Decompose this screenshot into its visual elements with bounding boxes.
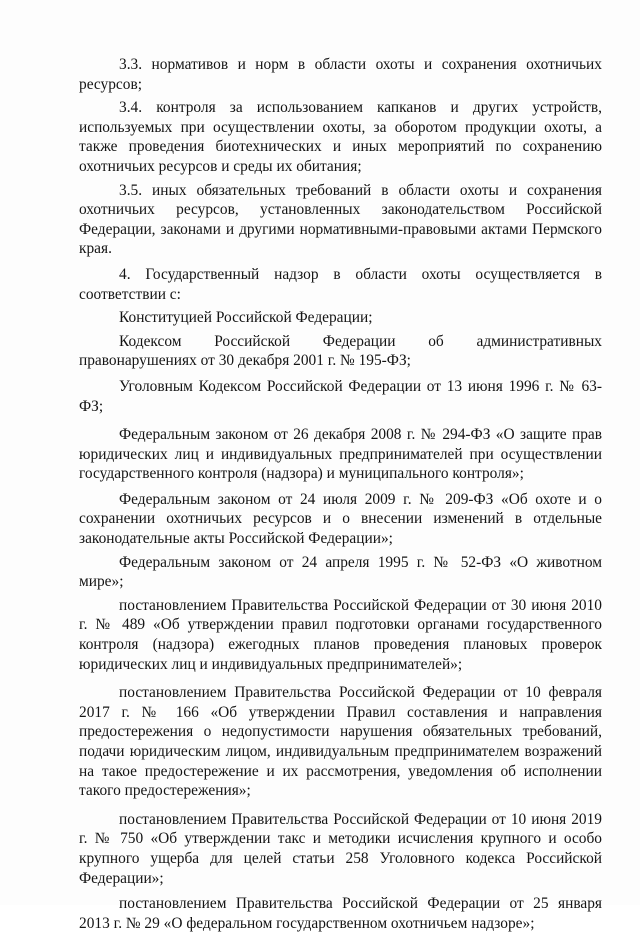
paragraph-3-5: 3.5. иных обязательных требований в области охоты и сохранения охотничьих ресурсов, установленных законодательством Российской Федерации, законами и другими нормативными-правовыми актами Пермского края. — [79, 181, 602, 258]
list-item-resolution-750: постановлением Правительства Российской Федерации от 10 июня 2019 г. № 750 «Об утверждении такс и методики исчисления крупного и особо крупного ущерба для целей статьи 258 Уголовного кодекса Российской Федерации»; — [79, 810, 602, 887]
document-body — [79, 55, 602, 933]
paragraph-4: 4. Государственный надзор в области охоты осуществляется в соответствии с: — [79, 265, 602, 303]
list-item-constitution: Конституцией Российской Федерации; — [119, 309, 373, 327]
paragraph-3-4: 3.4. контроля за использованием капканов и других устройств, используемых при осуществлении охоты, за оборотом продукции охоты, а также проведения биотехнических и иных мероприятий по сохранению охотничьих ресурсов и среды их обитания; — [79, 99, 602, 175]
list-item-resolution-166: постановлением Правительства Российской Федерации от 10 февраля 2017 г. № 166 «Об утверждении Правил составления и направления предостережения о недопустимости нарушения обязательных требований, подачи юридическим лицом, индивидуальным предпринимателем возражений на такое предостережение и их рассмотрения, уведомления об исполнении такого предостережения»; — [79, 684, 602, 800]
list-item-law-209: Федеральным законом от 24 июля 2009 г. № 209-ФЗ «Об охоте и о сохранении охотничьих ресурсов и о внесении изменений в отдельные законодательные акты Российской Федерации»; — [79, 490, 602, 548]
list-item-law-294: Федеральным законом от 26 декабря 2008 г. № 294-ФЗ «О защите прав юридических лиц и индивидуальных предпринимателей при осуществлении государственного контроля (надзора) и муниципального контроля»; — [79, 426, 602, 483]
list-item-law-52: Федеральным законом от 24 апреля 1995 г. № 52-ФЗ «О животном мире»; — [79, 553, 602, 591]
list-item-resolution-29: постановлением Правительства Российской Федерации от 25 января 2013 г. № 29 «О федеральном государственном охотничьем надзоре»; — [79, 895, 602, 932]
list-item-resolution-489: постановлением Правительства Российской Федерации от 30 июня 2010 г. № 489 «Об утверждении правил подготовки органами государственного контроля (надзора) ежегодных планов проведения плановых проверок юридических лиц и индивидуальных предпринимателей»; — [79, 596, 602, 673]
list-item-koap: Кодексом Российской Федерации об административных правонарушениях от 30 декабря 2001 г. № 195-ФЗ; — [79, 332, 602, 370]
list-item-criminal-code: Уголовным Кодексом Российской Федерации от 13 июня 1996 г. № 63-ФЗ; — [79, 377, 602, 415]
paragraph-3-3: 3.3. нормативов и норм в области охоты и сохранения охотничьих ресурсов; — [79, 56, 602, 93]
